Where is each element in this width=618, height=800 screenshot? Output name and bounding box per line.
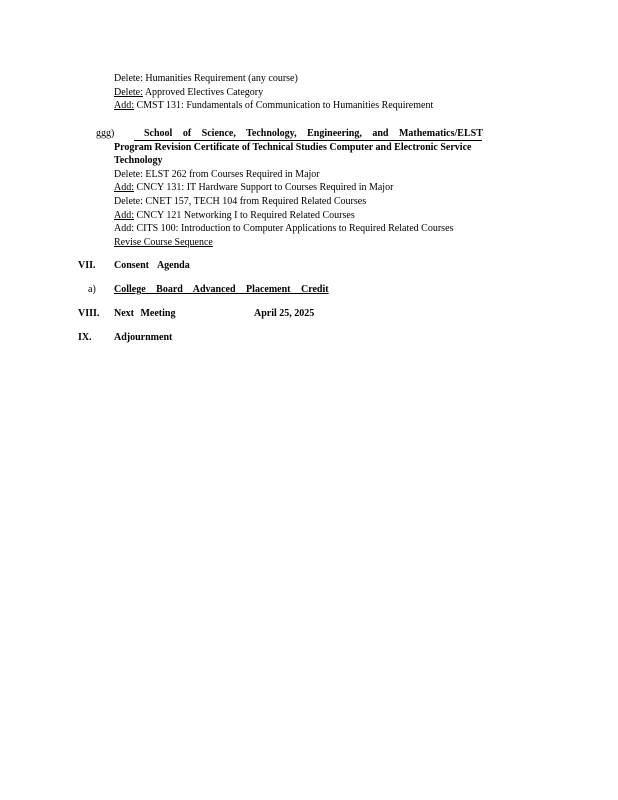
ggg-change-line (114, 210, 355, 222)
item-ggg-label: ggg) (96, 128, 115, 139)
ggg-change-text: Add: CITS 100: Introduction to Computer Applications to Required Related Courses (114, 223, 454, 234)
add-prefix: Add: (114, 182, 134, 193)
add-prefix: Add: (114, 210, 134, 221)
section-vii-title: Consent Agenda (114, 260, 190, 271)
ggg-change-line (114, 169, 320, 181)
ggg-change-text: Delete: ELST 262 from Courses Required in Major (114, 169, 320, 180)
section-viii-label: VIII. (78, 308, 100, 319)
delete-humanities-line: Delete: Humanities Requirement (any course) (114, 73, 298, 84)
ggg-school-heading: School of Science, Technology, Engineering, and Mathematics/ELST (134, 128, 482, 141)
ggg-change-line (114, 196, 366, 208)
delete-electives-line (114, 87, 263, 99)
ggg-change-text: CNCY 121 Networking I to Required Related Courses (134, 210, 355, 221)
section-vii-label: VII. (78, 260, 96, 271)
section-ix-title: Adjournment (114, 332, 173, 343)
delete-electives-text: Approved Electives Category (142, 87, 264, 98)
add-cmst-line (114, 100, 433, 112)
delete-prefix: Delete: (114, 87, 143, 98)
ggg-change-text: CNCY 131: IT Hardware Support to Courses Required in Major (134, 182, 394, 193)
item-a-label: a) (88, 284, 96, 295)
ggg-change-line (114, 223, 453, 235)
revise-course-sequence: Revise Course Sequence (114, 237, 213, 248)
add-prefix: Add: (114, 100, 134, 111)
ggg-change-text: Delete: CNET 157, TECH 104 from Required Related Courses (114, 196, 367, 207)
section-viii-title: Next Meeting (114, 308, 176, 319)
ggg-program-line1: Program Revision Certificate of Technical Studies Computer and Electronic Service (114, 142, 472, 153)
ggg-change-line (114, 182, 393, 194)
ggg-program-line2: Technology (114, 155, 163, 166)
item-a-title: College Board Advanced Placement Credit (114, 284, 329, 295)
section-ix-label: IX. (78, 332, 92, 343)
next-meeting-date: April 25, 2025 (254, 308, 315, 319)
add-cmst-text: CMST 131: Fundamentals of Communication to Humanities Requirement (134, 100, 434, 111)
